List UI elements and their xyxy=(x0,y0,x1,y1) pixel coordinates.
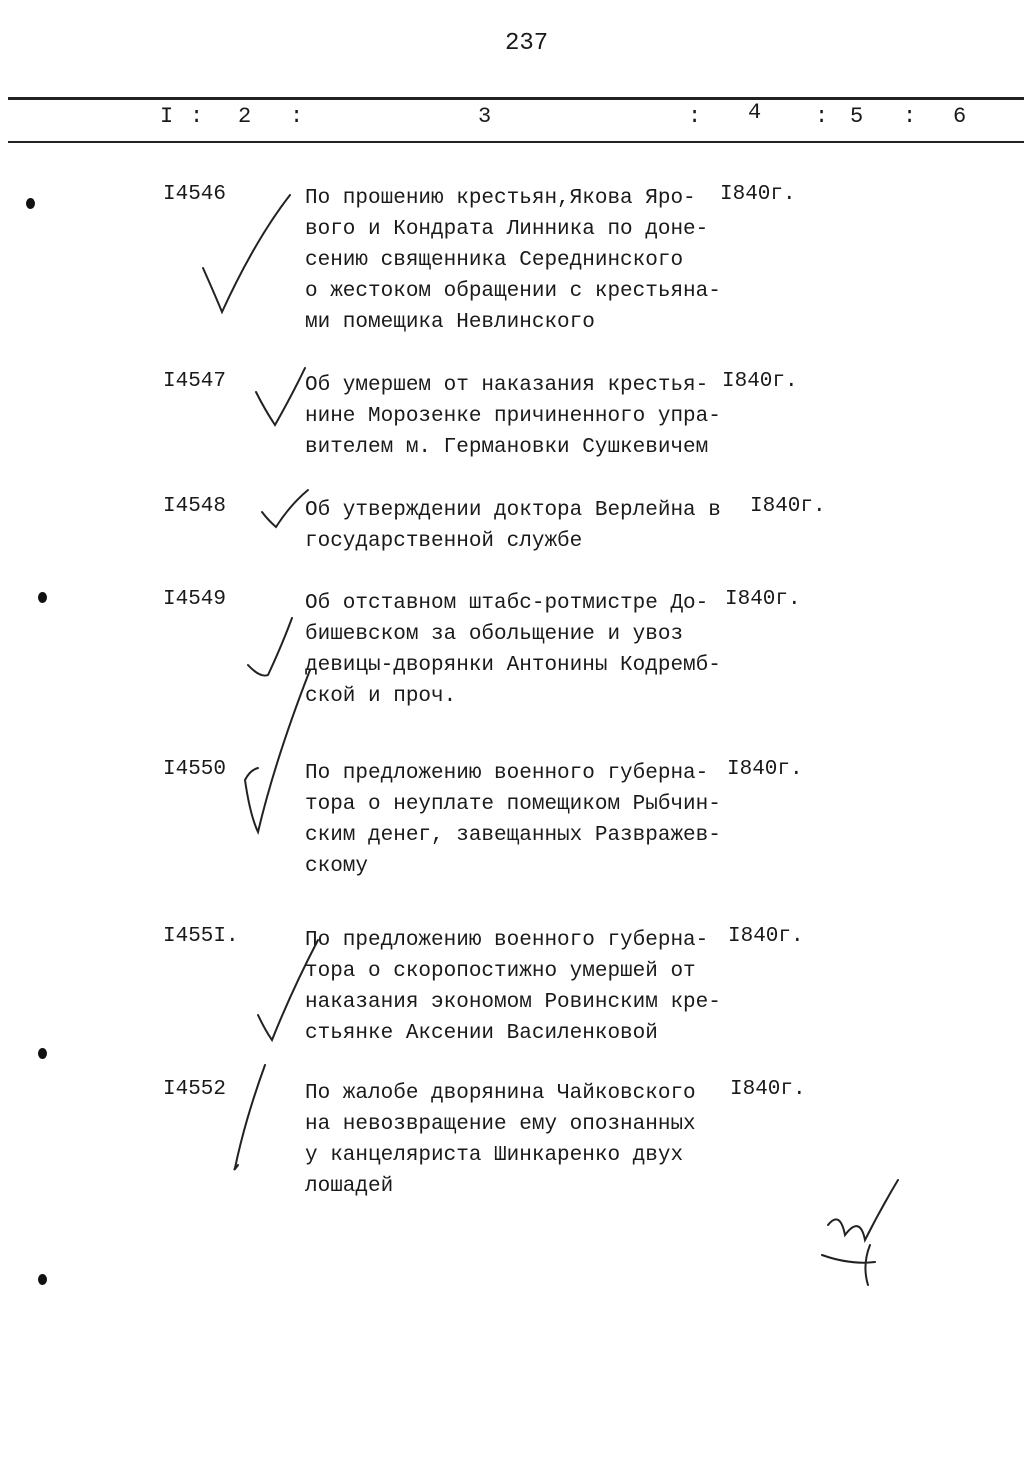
check-mark-icon xyxy=(234,1065,265,1169)
description-line: ми помещика Невлинского xyxy=(305,311,595,334)
description-line: ским денег, завещанных Развражев- xyxy=(305,824,721,847)
col-sep: : xyxy=(290,104,304,129)
case-year: I840г. xyxy=(720,183,796,206)
description-line: лошадей xyxy=(305,1175,394,1198)
col-3: 3 xyxy=(478,104,492,129)
description-line: тора о неуплате помещиком Рыбчин- xyxy=(305,793,721,816)
description-line: нине Морозенке причиненного упра- xyxy=(305,405,721,428)
check-mark-icon xyxy=(262,490,308,527)
col-sep: : xyxy=(815,104,829,129)
description-line: о жестоком обращении с крестьяна- xyxy=(305,280,721,303)
case-number: I4550 xyxy=(163,758,227,781)
case-year: I840г. xyxy=(725,588,801,611)
case-year: I840г. xyxy=(728,925,804,948)
description-line: тора о скоропостижно умершей от xyxy=(305,960,696,983)
case-number: I4549 xyxy=(163,588,227,611)
description-line: стьянке Аксении Василенковой xyxy=(305,1022,658,1045)
description-line: сению священника Середнинского xyxy=(305,249,684,272)
check-mark-icon xyxy=(245,670,310,832)
col-1: I xyxy=(160,104,174,129)
description-line: По предложению военного губерна- xyxy=(305,762,709,785)
case-year: I840г. xyxy=(750,495,826,518)
description-line: ской и проч. xyxy=(305,685,457,708)
case-year: I840г. xyxy=(727,758,803,781)
description-line: вого и Кондрата Линника по доне- xyxy=(305,218,709,241)
description-line: государственной службе xyxy=(305,530,583,553)
check-mark-icon xyxy=(258,940,318,1040)
description-line: наказания экономом Ровинским кре- xyxy=(305,991,721,1014)
case-number: I4552 xyxy=(163,1078,227,1101)
description-line: Об утверждении доктора Верлейна в xyxy=(305,499,721,522)
check-mark-icon xyxy=(203,195,290,312)
case-number: I4547 xyxy=(163,370,227,393)
case-year: I840г. xyxy=(730,1078,806,1101)
binder-hole xyxy=(38,1048,47,1059)
col-4: 4 xyxy=(748,100,762,125)
page-number: 237 xyxy=(505,30,549,57)
handwritten-signature xyxy=(822,1180,898,1285)
description-line: девицы-дворянки Антонины Кодремб- xyxy=(305,654,721,677)
check-mark-icon xyxy=(256,368,305,425)
binder-hole xyxy=(38,1274,47,1285)
col-sep: : xyxy=(688,104,702,129)
case-number: I455I. xyxy=(163,925,239,948)
description-line: скому xyxy=(305,855,369,878)
col-2: 2 xyxy=(238,104,252,129)
case-number: I4546 xyxy=(163,183,227,206)
col-sep: : xyxy=(190,104,204,129)
description-line: у канцеляриста Шинкаренко двух xyxy=(305,1144,684,1167)
col-5: 5 xyxy=(850,104,864,129)
description-line: По жалобе дворянина Чайковского xyxy=(305,1082,696,1105)
col-sep: : xyxy=(903,104,917,129)
check-mark-icon xyxy=(248,618,292,676)
description-line: на невозвращение ему опознанных xyxy=(305,1113,696,1136)
description-line: Об умершем от наказания крестья- xyxy=(305,374,709,397)
col-6: 6 xyxy=(953,104,967,129)
description-line: По предложению военного губерна- xyxy=(305,929,709,952)
description-line: вителем м. Германовки Сушкевичем xyxy=(305,436,709,459)
binder-hole xyxy=(38,592,47,603)
description-line: Об отставном штабс-ротмистре До- xyxy=(305,592,709,615)
binder-hole xyxy=(26,198,35,209)
description-line: бишевском за обольщение и увоз xyxy=(305,623,684,646)
case-year: I840г. xyxy=(722,370,798,393)
case-number: I4548 xyxy=(163,495,227,518)
description-line: По прошению крестьян,Якова Яро- xyxy=(305,187,696,210)
